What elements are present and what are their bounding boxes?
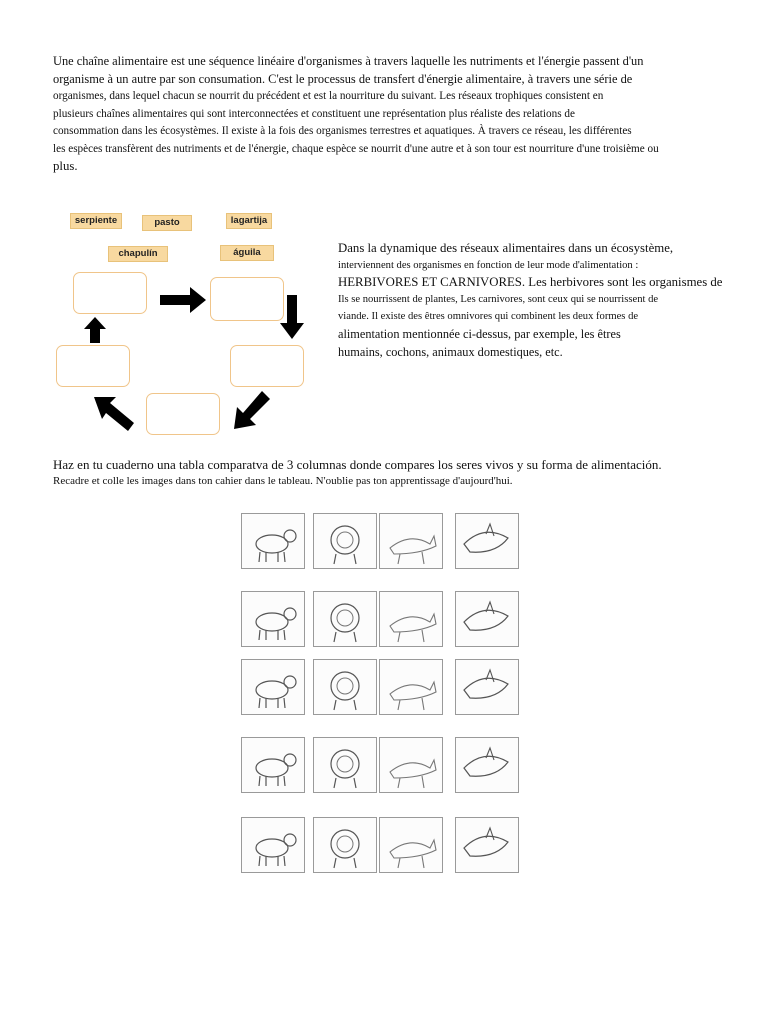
tag-serpiente[interactable]: serpiente xyxy=(70,213,122,229)
instruction xyxy=(53,456,662,489)
chain-box-top-right[interactable] xyxy=(210,277,284,321)
intro-line: plus. xyxy=(53,159,78,173)
chain-box-top-left[interactable] xyxy=(73,272,147,314)
intro-line: organisme à un autre par son consumation. C'est le processus de transfert d'énergie alimentaire, à travers une série de xyxy=(53,71,633,86)
tag-pasto[interactable]: pasto xyxy=(142,215,192,231)
animal-image-grid xyxy=(233,505,533,885)
goat-drawing xyxy=(313,737,377,793)
arrow-up-icon xyxy=(84,317,106,343)
tag-aguila[interactable]: águila xyxy=(220,245,274,261)
chain-box-mid-left[interactable] xyxy=(56,345,130,387)
fox-drawing xyxy=(379,513,443,569)
hyena-drawing xyxy=(313,817,377,873)
arrow-up-left-icon xyxy=(94,395,134,431)
caterpillar-drawing xyxy=(455,817,519,873)
side-line: viande. Il existe des êtres omnivores qui combinent les deux formes de xyxy=(338,311,639,322)
peacock-drawing xyxy=(379,659,443,715)
arrow-down-left-icon xyxy=(234,391,270,429)
cat-drawing xyxy=(241,817,305,873)
dolphin-drawing xyxy=(455,513,519,569)
bird-drawing xyxy=(379,591,443,647)
chain-box-bottom[interactable] xyxy=(146,393,220,435)
arrow-right-icon xyxy=(160,287,206,313)
side-line: HERBIVORES ET CARNIVORES. Les herbivores sont les organismes de xyxy=(338,275,723,289)
side-line: humains, cochons, animaux domestiques, etc. xyxy=(338,345,563,359)
horse-drawing xyxy=(241,591,305,647)
tag-chapulin[interactable]: chapulín xyxy=(108,246,168,262)
dog-drawing xyxy=(455,737,519,793)
pig-drawing xyxy=(241,737,305,793)
side-paragraph xyxy=(338,240,758,361)
side-line: Dans la dynamique des réseaux alimentaires dans un écosystème, xyxy=(338,241,674,255)
chain-box-mid-right[interactable] xyxy=(230,345,304,387)
cow-drawing xyxy=(313,591,377,647)
lion-drawing xyxy=(313,513,377,569)
instruction-line: Recadre et colle les images dans ton cahier dans le tableau. N'oublie pas ton apprentissage d'aujourd'hui. xyxy=(53,475,513,487)
side-line: interviennent des organismes en fonction de leur mode d'alimentation : xyxy=(338,260,639,271)
arrow-down-icon xyxy=(280,295,304,339)
jaguar-drawing xyxy=(241,513,305,569)
instruction-line: Haz en tu cuaderno una tabla comparatva de 3 columnas donde compares los seres vivos y su forma de alimentación. xyxy=(53,457,662,472)
tag-lagartija[interactable]: lagartija xyxy=(226,213,272,229)
intro-line: les espèces transfèrent des nutriments et de l'énergie, chaque espèce se nourrit d'une autre et à son tour est nourriture d'une troisième ou xyxy=(53,142,659,155)
intro-line: Une chaîne alimentaire est une séquence linéaire d'organismes à travers laquelle les nutriments et l'énergie passent d'un xyxy=(53,54,644,68)
intro-line: organismes, dans lequel chacun se nourrit du précédent et est la nourriture du suivant. Les réseaux trophiques consistent en xyxy=(53,90,604,102)
side-line: Ils se nourrissent de plantes, Les carnivores, sont ceux qui se nourrissent de xyxy=(338,294,659,305)
toucan-drawing xyxy=(379,817,443,873)
chick-drawing xyxy=(455,659,519,715)
rabbit-drawing xyxy=(455,591,519,647)
intro-line: consommation dans les écosystèmes. Il existe à la fois des organismes terrestres et aquatiques. À travers ce réseau, les différentes xyxy=(53,125,632,137)
intro-line: plusieurs chaînes alimentaires qui sont interconnectées et constituent une représentation plus réaliste des relations de xyxy=(53,107,575,120)
duck-drawing xyxy=(241,659,305,715)
hen-drawing xyxy=(313,659,377,715)
food-chain-diagram xyxy=(50,205,320,445)
bear-drawing xyxy=(379,737,443,793)
side-line: alimentation mentionnée ci-dessus, par exemple, les êtres xyxy=(338,327,621,341)
intro-paragraph xyxy=(53,53,753,176)
